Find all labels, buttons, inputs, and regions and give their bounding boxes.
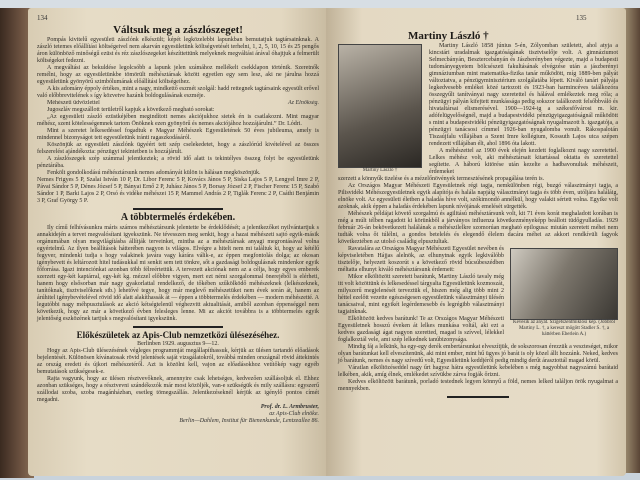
paragraph: Mikor elköltözött szeretett barátunk, Martiny László tavaly még itt volt közöttünk és lelkesedéssel tárgyalta Egyesületünk kozmoszát, milyszerű megjelenését terveztük el, hiszen még alig több mint 2 héttel ezelőtt vezette egészségesen egyesületünk választmányi ülésén tanácsaival, mint egyikét legérdemesebb és legrégibb választmányi tagjainknak. xyxy=(338,274,504,315)
photo-caption: Kevesik az anyát. Szigetszentmiklósi kép. (Jobbról Martiny L. †, a kereszt mögött Stadler S. †, a háttérben Eberlein A.) xyxy=(512,320,616,337)
paragraph: Jugoszláv megszállott területről kapjuk a következő megható sorokat: xyxy=(47,107,215,113)
divider xyxy=(447,396,509,398)
paragraph: Mindig fáj a lelkünk, ha egy-egy derék embertársunkat elveszítjük, de sokszorosan érezzük a veszteséget, mikor olyan barátunkat kell elveszítenünk, aki mint ember, mint hű ügyes jó barát is oly közel állt hozzánk. Neked, kedves jó barátunk, nemes és nagy szívedű volt, Egyesületünk keddjéről pedig mindig derűt árasztottál magad körül. xyxy=(338,344,618,364)
article-title: Előkészületek az Apis-Club nemzetközi ülésezéséhez. xyxy=(76,330,280,340)
beekeeping-figure xyxy=(510,248,618,338)
left-page xyxy=(28,8,326,476)
paragraph: A méhészettel az 1900 évek elején kezdett foglalkozni nagy szeretettel. Lelkes méhész volt, aki méhésztársait kitartással oktatta és szeretettel segítette. A háború kitörése után kezelte a hadbavonultak méhészeit, érdemeket xyxy=(429,148,618,175)
paragraph: szerzett a könnyűk tizelése és a mézelőnövények termesztésének propagálása terén is. xyxy=(338,176,545,182)
paragraph: Mint a szeretet lelkesedéssel fogadtuk e Magyar Méhészek Egyesületének 50 éves jubileuma, amely is mindennel bizonyságot tett egyesületünk iránti ragaszkodásáról. xyxy=(37,128,319,141)
portrait-photo xyxy=(338,44,422,168)
closing: Méhészeti üdvözlettel xyxy=(47,100,100,106)
donor-list: Nemes Frigyes 5 P, Szalai István 10 P, Dr. Libor Ferenc 5 P, Kovács János 5 P, Siska Lajos 5 P, Lengyel Imre 2 P, Pávai Sándor 5 P, Dénes József 5 P, Bányai Ernő 2 P, Juhász János 5 P, Borsay József 2 P, Fischer Ferenc 15 P, Szabó Sándor 1 P, Barki Lajos 2 P, Orsó és vidéke méhészei 15 P, Mammel András 2 P, Tiglák Ferenc 2 P, Csáthi Benjámin 3 P, Graf György 5 P. xyxy=(37,177,319,204)
paragraph: Pompás kivitelű egyesületi zászlónk elkészült; képét legközelebbi lapunkban bemutatjuk tagtársainknak. A zászló tetemes előállítási költségeivel nem akarván egyesületünk költségvetését terhelni, 1, 2, 5, 10, 15 és 25 pengős áron különböző minőségű ezüst és réz zászlószegeket készíttettünk melyeknek megváltási árával óhajtjuk a felmerült költségeket fedezni. xyxy=(37,37,319,64)
paragraph: A kis adomány éppoly értékes, mint a nagy, mindkettő eszmét szolgál: hadd rettegnek tagtársaink egyesült erővel való előbbrevitelének s így közvetve hazánk boldogulásának eszméje. xyxy=(37,86,319,99)
closing-line xyxy=(37,100,319,107)
page-number: 135 xyxy=(576,14,587,22)
paragraph: Martiny László 1858 június 5-én, Zólyomban született, ahol atyja a kincstári uradalmak igazgatóságának tisztviselője volt. A gimnáziumot Selmecbányán, Besztercebányán és Jászberényben végezte, majd a budapesti tudományegyetem bölcsészeti fakultásának elvégzése után a jászberényi gimnáziumban mint matematika-fizika tanár működött, míg 1889-ben pályát változtatva, a pénzügyminisztérium szolgálatába lépett. Kiváló tanári pályája legkedvesebb emlékei közé tartozott és 1923-ban harmincéves találkozóra összegyűlt tanítványai nagy szeretettel és hálával emlékeztek meg róla; a pénzügyi pályán kifejtett munkássága pedig sokszor találkozott felsőbbváló és hivataltársai elismerésével. 1900—1924-ig a székesfővárosi m. kir. adófelügyelőségnél, majd a budapestvidéki pénzügyigazgatóságnál működött s mint a budapestvidéki pénzügyigazgatóságnak nyugalmazott h. igazgatója, a pénzügyi tanácsosi címmel 1926-ban nyugalomba vonult. Rákospalotán Tiszaújfalu villájában a Szent Imre kollégium, Kossuth Lajos utca szépen rendezett villájában élt, ahol 1896 óta lakott. xyxy=(429,43,618,147)
article-title: A többtermelés érdekében. xyxy=(120,212,236,223)
page-number: 134 xyxy=(37,14,48,22)
signature-role: az Apis-Club elnöke. xyxy=(269,411,319,417)
signature: Az Elnökség. xyxy=(288,100,319,106)
paragraph: Rajta vagyunk, hogy az ülésen résztvevőknek, amennyire csak lehetséges, kedvezően szállásoljuk el. Ehhez azonban szükséges, hogy a résztvevni szándékozók már most közöljék, van-e szükségük és mily szállásra: egyszerű szállodai szoba, szoba magánházban, esetleg tömegszállás. Jelentkezéseknél kérjük az igénylő pontos címét megadni. xyxy=(37,376,319,403)
paragraph: A megváltási az bekuldése legolcsóbb a lapunk jelen számához mellékelt csekklapon történik. Szeretnők remélni, hogy az egyesületünkbe tömörült méhésztársak között egyetlen egy sem lesz, aki ne járulna hozzá egyesületünk gyönyörű szimbólumának előállítási költségeihez. xyxy=(37,65,319,85)
paragraph: Ily című felhívásunkra máris számos méhésztársunk jelentette be érdeklődését; a jelentkezőket nyilvántartjuk s annakidején a tervet megvalósítani igyekszünk. Ne tévesszen meg senkit, hogy a hazai méhészeti sajtó egyik-másik orgánumában olyan megvilágításba állítják terveinket, mintha az a méhésztársak anyagi megrontásával volna egyértelmű. Az ilyen beállítások hátterében nagyon is világos. Elvégre a hitelt nem mi találtuk ki, hogy az kétélű fegyver, mindenki tudja s hogy valakinek javára vagy kárára válik-e, az éppen megfontolás dolga; az okosan igénybevett és leltározott hitel tudásukkal mi senkit sem tett tönkre, sőt a gazdasági boldogulásnak mindenkor egyik főforrása. Igazi intenciónkat azonban több félreértettük. A tervezett akciónak nem az a célja, hogy egyes emberek szerzett egy-két kaptárral, egy-két kg. mézzel előbbre vigyen, mert ezt némi szorgalommal önerejéből is elérheti, hanem hogy elsősorban már nagy gyakorlattal rendelkező, de tőkében szűkölködő méhészeknek (lelkészeknek, tanítóknak, tisztviselőknek stb.) lehetővé tegye, hogy már meglevő méhészetüket nem évek során át, hanem az árúhitel igénybevételével rövid idő alatt alakíthassák át — éppen a többtermelés érdekében — modern méhészetté. A legutóbbi nagy méhpusztulások az akció kétségtelenül véghezvitt aktualitását, amiből azonban éppenséggel nem következik, hogy az már a következő évben felesleges lenne. Mi az akciót továbbra is a többtermelés egyik jelentőség eszközének tartjuk s megvalósítani igyekszünk. xyxy=(37,225,319,322)
photo-caption: Martiny László † xyxy=(362,168,398,173)
paragraph: Fenkölt gondolkodású méhésztársunk nemes adományát külön is hálásan megköszönjük. xyxy=(47,170,261,176)
divider xyxy=(133,326,223,328)
paragraph: Köszönjük az egyesületi zászlónk ügyéért tett szép cselekedetet, hogy a zászlórúd kivételével az összes felszerelést ajándékozta: pénzügyi tekintetben is hozzájárult. xyxy=(37,142,319,155)
paragraph: Kedves elköltözött barátunk, porladó testednek legyen könnyű a föld, nemes lelked találjon örök nyugalmat a mennyekben. xyxy=(338,379,618,392)
article-title: Váltsuk meg a zászlószeget! xyxy=(113,24,243,36)
paragraph: Hogy az Apis-Club ülésezésének végleges programmját megállapíthassuk, kérjük az ülésen tartandó előadások bejelentését. Különösen kívánatosak rövid jelentések saját vizsgálatokról, továbbá minden országnál rövid áttekintés az ország eredeti és újkori méhészetéről. Azt is közölni kell, vajon az előadásokhoz vetítőkép vagy egyéb bemutatások szükségesek-e. xyxy=(37,348,319,375)
paragraph: „Az egyesületi zászló ezüstkéjében megindított nemes akciójukhoz sietek én is csatlakozni. Mint magyar méhész, szent kötelességemnek tartom Önöknek ezen gyönyörű és nemes akciójához hozzájárulni.” Dr. Lódri. xyxy=(37,114,319,127)
portrait-figure xyxy=(338,44,422,174)
paragraph: Váratlan elköltözéseddel nagy űrt hagysz hátra egyesületünk kebelében s még nagyobbat nagyszámú barátaid lelkében, akik, amíg élnek, emlékedet szívükbe zárva fogják őrizni. xyxy=(338,365,618,378)
paragraph: A zászlószegek szép számmal jelentkeztek; a rövid idő alatt is tekintélyes összeg folyt be egyesületünk pénztárába. xyxy=(37,156,319,169)
obituary-title: Martiny László † xyxy=(408,30,489,42)
right-page-content xyxy=(338,28,618,399)
divider xyxy=(133,208,223,210)
paragraph: Az Országos Magyar Méhészeti Egyesületnek régi tagja, nemkülönben régi, buzgó választmányi tagja, a Pilisvidéki Méhészegyesületnek egyik alapítója és halála napjáig választmányi tagja és több éven, utóljára haláláig, elnöke volt. Az egyesületi életben a haladás híve volt, szókimondó annélkül, hogy valakit sértett volna. Egyike volt azoknak, akik éppen a haladás érdekében lapunk nívójának emelését sürgették. xyxy=(338,183,618,210)
signature: Prof. dr. L. Armbruster, xyxy=(260,404,319,410)
article-subtitle: Berlinben 1929. augusztus 9—12. xyxy=(137,341,219,347)
beekeeping-photo xyxy=(510,248,618,320)
right-page xyxy=(326,8,626,476)
signature-address: Berlin—Dahlem, Institut für Bienenkunde, Lentzeallee 86. xyxy=(179,418,319,424)
paragraph: Elköltözött kedves barátunk! Te az Országos Magyar Méhészeti Egyesületnek hosszú éveken át lelkes munkása voltál, aki ezt a kedves gazdasági ágat nagyon szeretted, magad is szívvel, lélekkel foglalkoztál vele, ami szép lelkednek tanúbizonysága. xyxy=(338,316,504,343)
left-page-content xyxy=(37,22,319,425)
paragraph: Méhészek példájat követő szorgalmú és agilitású méhésztársunk volt, kit 71 éves korát meghaladott korában is még a múlt télben ragadott ki körünkből a járványos influenza következményeképp beállott tüdőgyulladás. 1929 február 26-án bekövetkezett halálának a méhészilelkre szomorúan megható epilogusa: miután szeretett méhei nem tudták volna őt túlélni, a gondos betelelés és elegendő élelem dacára méhei az akkori rendkívüli fagyok következtében az utolsó családig elpusztultak. xyxy=(338,211,618,245)
paragraph: Ravatalára az Országos Magyar Méhészeti Egyesület nevében és képviseletében Hájjas alelnök, az elhunytnak egyik legkiválóbb tisztelője, helyezett koszorút s a következő rövid búcsúbeszédben méltatta elhunyt kiváló méhésztársunk érdemeit: xyxy=(338,246,504,273)
